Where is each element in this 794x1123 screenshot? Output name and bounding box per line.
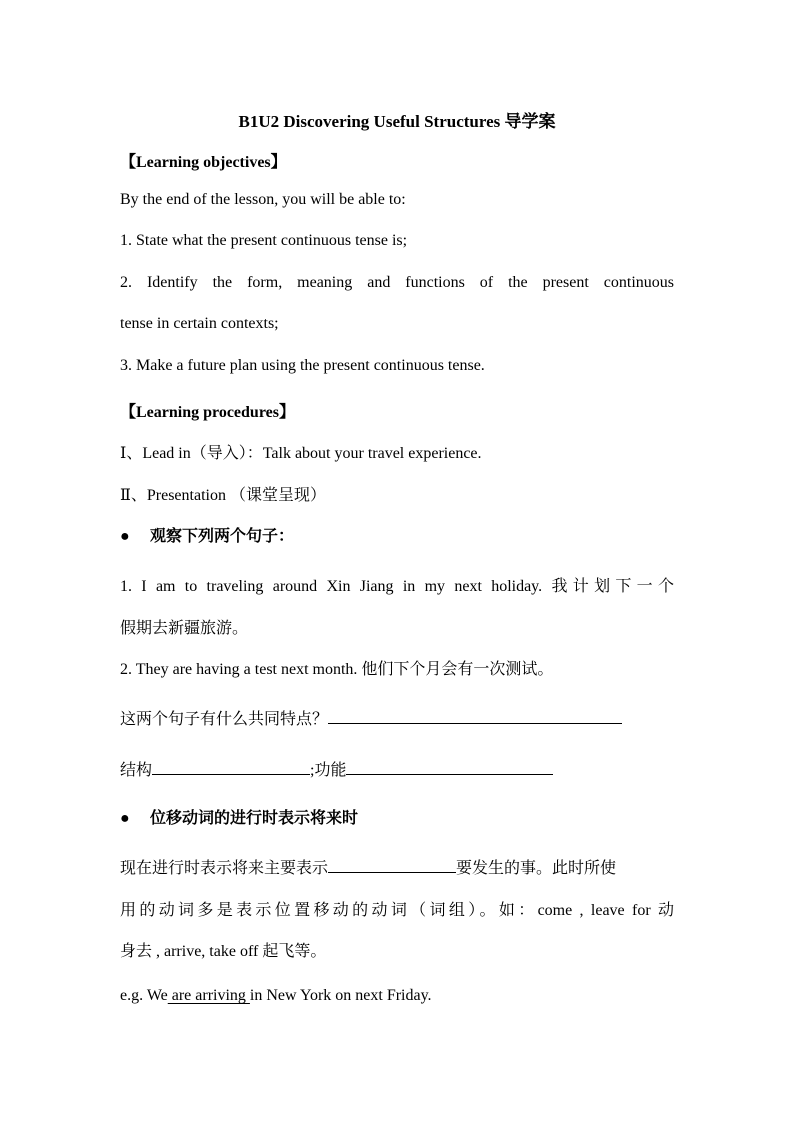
sentence-1-line-1: 1. I am to traveling around Xin Jiang in my next holiday. 我计划下一个 xyxy=(120,578,674,595)
explanation-line-3: 身去 , arrive, take off 起飞等。 xyxy=(120,943,327,960)
semicolon: ; xyxy=(310,762,315,779)
lead-in-step: Ⅰ、Lead in（导入）：Talk about your travel experience. xyxy=(120,445,482,462)
bullet-icon: ● xyxy=(120,810,130,827)
objectives-heading: 【Learning objectives】 xyxy=(120,154,287,171)
explanation-text-a: 现在进行时表示将来主要表示 xyxy=(120,860,329,877)
sentence-2: 2. They are having a test next month. 他们下个月会有一次测试。 xyxy=(120,661,554,678)
objective-item-2: 2. Identify the form, meaning and functions of the present continuous xyxy=(120,274,674,291)
explanation-line-2: 用的动词多是表示位置移动的动词（词组）。如：come , leave for 动 xyxy=(120,902,674,919)
structure-label: 结构 xyxy=(120,762,153,779)
question-text: 这两个句子有什么共同特点？ xyxy=(120,711,329,728)
objective-item-2-continued: tense in certain contexts; xyxy=(120,315,279,332)
explanation-text-b: 要发生的事。此时所使 xyxy=(456,860,617,877)
function-blank[interactable] xyxy=(346,758,553,775)
observe-sentences-label: 观察下列两个句子： xyxy=(150,528,295,545)
answer-blank[interactable] xyxy=(328,707,622,724)
function-label: 功能 xyxy=(314,762,347,779)
movement-verbs-item xyxy=(120,805,358,828)
sentence-1-line-2: 假期去新疆旅游。 xyxy=(120,620,249,637)
bullet-icon: ● xyxy=(120,528,130,545)
time-blank[interactable] xyxy=(328,856,456,873)
presentation-step: Ⅱ、Presentation （课堂呈现） xyxy=(120,487,326,504)
example-prefix: e.g. We xyxy=(120,987,168,1004)
structure-blank[interactable] xyxy=(152,758,310,775)
example-underlined-verb: are arriving xyxy=(167,987,250,1004)
example-suffix: in New York on next Friday. xyxy=(249,987,432,1004)
movement-verbs-label: 位移动词的进行时表示将来时 xyxy=(150,810,359,827)
objective-item-1: 1. State what the present continuous tense is; xyxy=(120,232,408,249)
example-sentence xyxy=(120,987,432,1005)
observe-sentences-item xyxy=(120,523,294,546)
document-title: B1U2 Discovering Useful Structures 导学案 xyxy=(238,112,556,131)
common-feature-question xyxy=(120,706,622,729)
objectives-intro: By the end of the lesson, you will be able to: xyxy=(120,191,406,208)
procedures-heading: 【Learning procedures】 xyxy=(120,404,295,421)
structure-function-row xyxy=(120,757,553,780)
explanation-line-1 xyxy=(120,855,616,878)
objective-item-3: 3. Make a future plan using the present continuous tense. xyxy=(120,357,485,374)
